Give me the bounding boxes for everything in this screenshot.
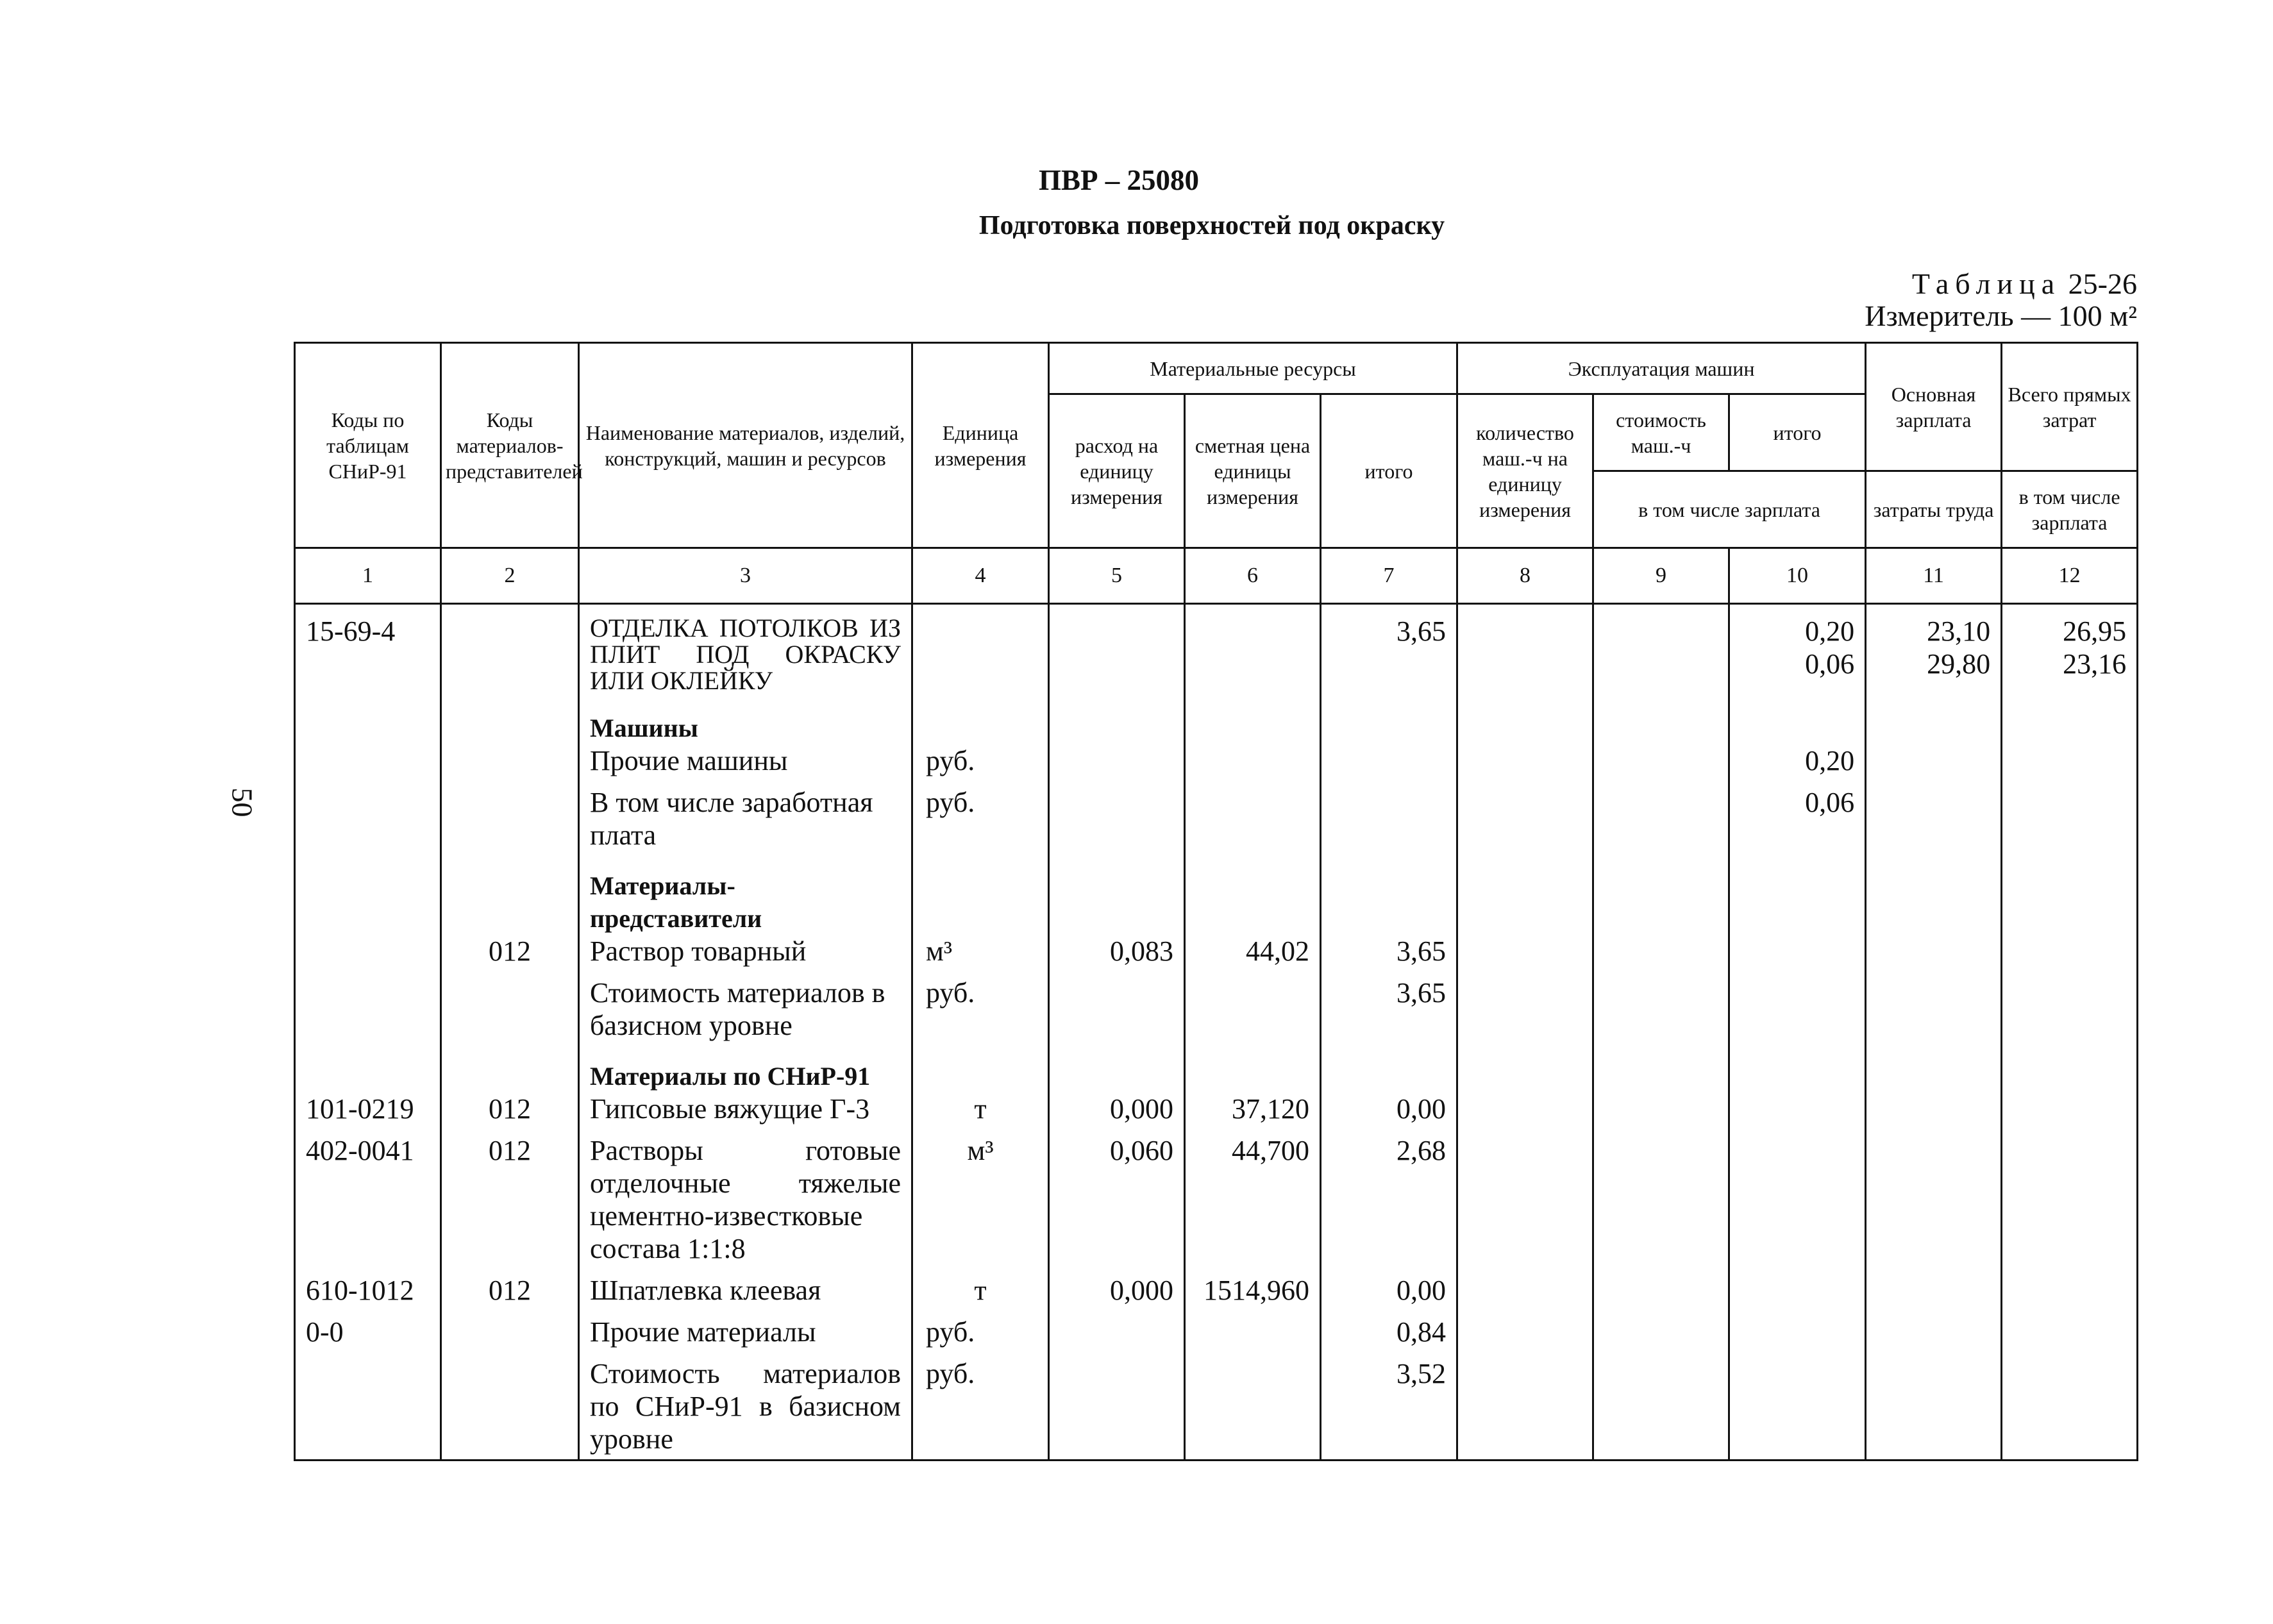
column-number: 4 bbox=[912, 548, 1049, 604]
header-codes-rep: Коды материалов-представителей bbox=[441, 343, 579, 548]
rep-code: 012 bbox=[441, 935, 579, 967]
section-snir-materials: Материалы по СНиР-91 bbox=[579, 1042, 912, 1092]
column-number: 10 bbox=[1729, 548, 1866, 604]
snir-code: 610-1012 bbox=[295, 1265, 441, 1307]
header-basic-wage: Основная зарплата bbox=[1866, 343, 2002, 471]
item-name: Прочие материалы bbox=[579, 1307, 912, 1348]
item-name: Шпатлевка клеевая bbox=[579, 1265, 912, 1307]
direct-wage-value: 23,16 bbox=[2063, 648, 2127, 680]
table-label: Таблица bbox=[1911, 267, 2061, 300]
table-row bbox=[295, 744, 2138, 777]
column-numbers-row bbox=[295, 548, 2138, 604]
material-total: 0,00 bbox=[1321, 1265, 1457, 1307]
header-name: Наименование материалов, изделий, конструкций, машин и ресурсов bbox=[579, 343, 912, 548]
measure-unit: Измеритель — 100 м² bbox=[1865, 299, 2137, 332]
machine-total bbox=[1729, 615, 1866, 694]
header-machine-hours: количество маш.-ч на единицу измерения bbox=[1457, 394, 1593, 548]
column-number: 1 bbox=[295, 548, 441, 604]
document-title: ПВР – 25080 bbox=[1038, 164, 1199, 196]
price-value: 44,02 bbox=[1185, 935, 1321, 967]
item-name: ОТДЕЛКА ПОТОЛКОВ ИЗ ПЛИТ ПОД ОКРАСКУ ИЛИ ОКЛЕЙКУ bbox=[579, 615, 912, 694]
material-total: 0,84 bbox=[1321, 1307, 1457, 1348]
item-name: Раствор товарный bbox=[579, 935, 912, 967]
column-number: 7 bbox=[1321, 548, 1457, 604]
header-machine-operation: Эксплуатация машин bbox=[1457, 343, 1866, 394]
item-unit: руб. bbox=[912, 744, 1049, 777]
price-value: 37,120 bbox=[1185, 1092, 1321, 1125]
section-row bbox=[295, 1042, 2138, 1092]
direct-costs-value: 26,95 bbox=[2063, 615, 2127, 647]
item-unit: м³ bbox=[912, 1125, 1049, 1265]
table-row bbox=[295, 967, 2138, 1042]
header-machine-cost: стоимость маш.-ч bbox=[1593, 394, 1729, 471]
basic-wage-value: 23,10 bbox=[1927, 615, 1991, 647]
header-material-total: итого bbox=[1321, 394, 1457, 548]
snir-code: 15-69-4 bbox=[295, 615, 441, 694]
section-representative-materials: Материалы-представители bbox=[579, 851, 912, 935]
item-name: Растворы готовые отделочные тяжелые цементно-известковые состава 1:1:8 bbox=[579, 1125, 912, 1265]
table-row bbox=[295, 1092, 2138, 1125]
price-value: 1514,960 bbox=[1185, 1265, 1321, 1307]
table-row bbox=[295, 1125, 2138, 1265]
rep-code: 012 bbox=[441, 1092, 579, 1125]
item-name: Стоимость материалов по СНиР-91 в базисном уровне bbox=[579, 1348, 912, 1461]
column-number: 2 bbox=[441, 548, 579, 604]
column-number: 12 bbox=[2002, 548, 2138, 604]
column-number: 5 bbox=[1049, 548, 1185, 604]
table-row bbox=[295, 1307, 2138, 1348]
snir-code: 402-0041 bbox=[295, 1125, 441, 1265]
material-total: 3,65 bbox=[1321, 615, 1457, 694]
machine-wage-value: 0,06 bbox=[1805, 648, 1855, 680]
table-row bbox=[295, 777, 2138, 851]
machine-total-value: 0,20 bbox=[1805, 615, 1855, 647]
table-row bbox=[295, 935, 2138, 967]
item-name: Прочие машины bbox=[579, 744, 912, 777]
price-value: 44,700 bbox=[1185, 1125, 1321, 1265]
rep-code: 012 bbox=[441, 1125, 579, 1265]
table-row bbox=[295, 1348, 2138, 1461]
material-total: 3,65 bbox=[1321, 967, 1457, 1042]
item-name: Гипсовые вяжущие Г-3 bbox=[579, 1092, 912, 1125]
snir-code: 101-0219 bbox=[295, 1092, 441, 1125]
basic-wage bbox=[1866, 615, 2002, 694]
item-unit: руб. bbox=[912, 967, 1049, 1042]
column-number: 6 bbox=[1185, 548, 1321, 604]
machine-total: 0,20 bbox=[1729, 744, 1866, 777]
column-number: 9 bbox=[1593, 548, 1729, 604]
header-material-resources: Материальные ресурсы bbox=[1049, 343, 1457, 394]
item-unit: т bbox=[912, 1265, 1049, 1307]
item-unit: м³ bbox=[912, 935, 1049, 967]
column-number: 3 bbox=[579, 548, 912, 604]
section-machines: Машины bbox=[579, 694, 912, 744]
page-number: 50 bbox=[226, 787, 259, 817]
header-codes-snir: Коды по таблицам СНиР-91 bbox=[295, 343, 441, 548]
item-name: В том числе заработная плата bbox=[579, 777, 912, 851]
header-unit: Единица измерения bbox=[912, 343, 1049, 548]
section-row bbox=[295, 694, 2138, 744]
snir-code: 0-0 bbox=[295, 1307, 441, 1348]
table-row bbox=[295, 615, 2138, 694]
item-unit: т bbox=[912, 1092, 1049, 1125]
header-labor-cost: затраты труда bbox=[1866, 471, 2002, 548]
rep-code: 012 bbox=[441, 1265, 579, 1307]
column-number: 11 bbox=[1866, 548, 2002, 604]
rate-value: 0,000 bbox=[1049, 1265, 1185, 1307]
table-row bbox=[295, 1265, 2138, 1307]
header-incl-wage-total: в том числе зарплата bbox=[2002, 471, 2138, 548]
table-number: 25-26 bbox=[2068, 267, 2137, 300]
item-name: Стоимость материалов в базисном уровне bbox=[579, 967, 912, 1042]
document-subtitle: Подготовка поверхностей под окраску bbox=[978, 211, 1445, 240]
direct-costs bbox=[2002, 615, 2138, 694]
rate-value: 0,083 bbox=[1049, 935, 1185, 967]
column-number: 8 bbox=[1457, 548, 1593, 604]
header-incl-wage: в том числе зарплата bbox=[1593, 471, 1866, 548]
item-unit: руб. bbox=[912, 1307, 1049, 1348]
material-total: 2,68 bbox=[1321, 1125, 1457, 1265]
labor-cost-value: 29,80 bbox=[1927, 648, 1991, 680]
header-price: сметная цена единицы измерения bbox=[1185, 394, 1321, 548]
section-row bbox=[295, 851, 2138, 935]
material-total: 3,52 bbox=[1321, 1348, 1457, 1461]
material-total: 0,00 bbox=[1321, 1092, 1457, 1125]
machine-total: 0,06 bbox=[1729, 777, 1866, 851]
header-total-direct: Всего прямых затрат bbox=[2002, 343, 2138, 471]
header-rate: расход на единицу измерения bbox=[1049, 394, 1185, 548]
rate-value: 0,000 bbox=[1049, 1092, 1185, 1125]
material-total: 3,65 bbox=[1321, 935, 1457, 967]
header-machine-total: итого bbox=[1729, 394, 1866, 471]
resource-table bbox=[294, 342, 2138, 1461]
item-unit: руб. bbox=[912, 777, 1049, 851]
table-caption bbox=[1865, 268, 2137, 332]
rate-value: 0,060 bbox=[1049, 1125, 1185, 1265]
item-unit: руб. bbox=[912, 1348, 1049, 1461]
